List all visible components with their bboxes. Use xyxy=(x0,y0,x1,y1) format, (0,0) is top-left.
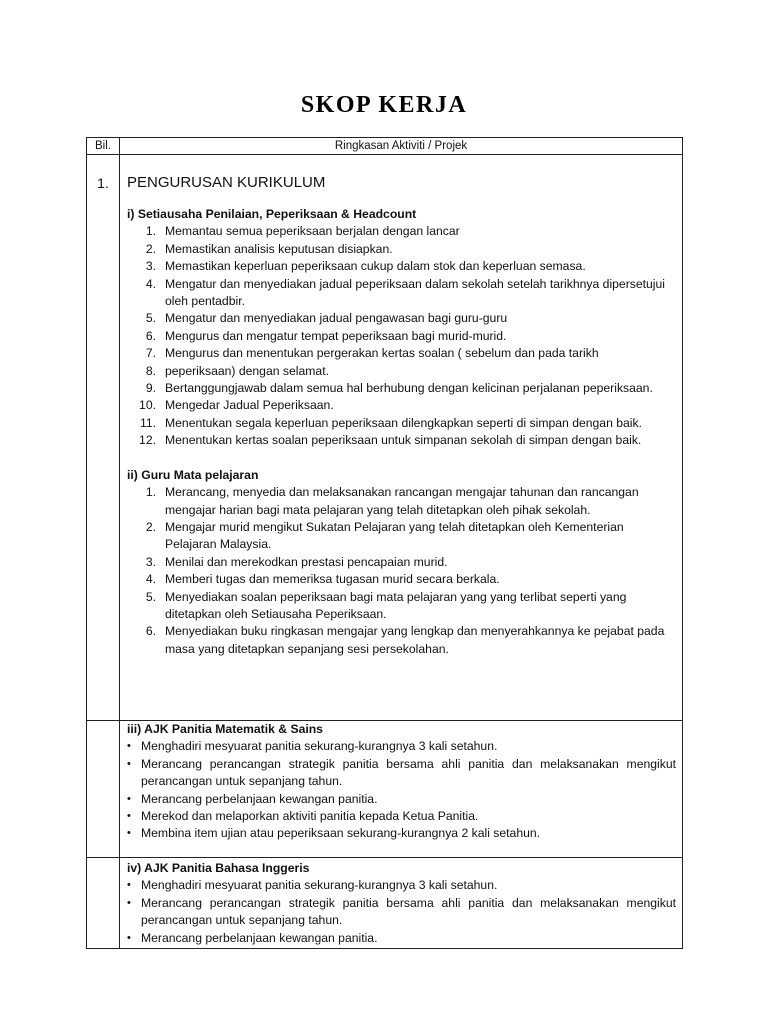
item-number: 5. xyxy=(145,589,156,604)
item-number: 3. xyxy=(145,554,156,569)
bullet-icon: • xyxy=(127,792,131,805)
item-text: Merancang perbelanjaan kewangan panitia. xyxy=(141,791,378,806)
list-item xyxy=(127,345,676,362)
list-item xyxy=(127,363,676,380)
list-item xyxy=(127,895,676,930)
bullet-icon: • xyxy=(127,896,131,909)
item-text: Menentukan kertas soalan peperiksaan untuk simpanan sekolah di simpan dengan baik. xyxy=(165,433,642,448)
bullet-icon: • xyxy=(127,879,131,892)
section-title: PENGURUSAN KURIKULUM xyxy=(127,174,326,191)
bullet-list xyxy=(127,877,676,947)
list-item xyxy=(127,623,676,658)
task-list xyxy=(127,223,676,449)
list-item xyxy=(127,310,676,327)
bullet-icon: • xyxy=(127,757,131,770)
item-text: Merancang perbelanjaan kewangan panitia. xyxy=(141,930,378,945)
table-row xyxy=(87,721,683,858)
item-number: 5. xyxy=(145,311,156,326)
list-item xyxy=(127,877,676,894)
item-text: Mengurus dan menentukan pergerakan kertas soalan ( sebelum dan pada tarikh xyxy=(165,346,599,361)
item-number: 2. xyxy=(145,241,156,256)
item-number: 4. xyxy=(145,276,156,291)
item-text: Merancang perancangan strategik panitia bersama ahli panitia dan melaksanakan mengikut perancangan untuk sepanjang tahun. xyxy=(141,895,676,928)
list-item xyxy=(127,258,676,275)
scope-table xyxy=(86,137,683,949)
list-item xyxy=(127,415,676,432)
item-number: 8. xyxy=(145,363,156,378)
item-number: 3. xyxy=(145,259,156,274)
bullet-icon: • xyxy=(127,931,131,944)
list-item xyxy=(127,241,676,258)
list-item xyxy=(127,825,676,842)
subsection-heading: iv) AJK Panitia Bahasa Inggeris xyxy=(127,861,310,875)
list-item xyxy=(127,791,676,808)
list-item xyxy=(127,328,676,345)
bullet-icon: • xyxy=(127,810,131,823)
item-number: 2. xyxy=(145,519,156,534)
item-text: Bertanggungjawab dalam semua hal berhubung dengan kelicinan perjalanan peperiksaan. xyxy=(165,381,653,396)
header-activity: Ringkasan Aktiviti / Projek xyxy=(120,138,683,155)
activity-cell xyxy=(120,155,683,721)
list-item xyxy=(127,808,676,825)
row-number: 1. xyxy=(87,155,120,721)
item-number: 11. xyxy=(139,415,156,430)
bullet-icon: • xyxy=(127,740,131,753)
subsection-heading: i) Setiausaha Penilaian, Peperiksaan & Headcount xyxy=(127,207,417,221)
list-item xyxy=(127,519,676,554)
item-text: Merancang perancangan strategik panitia bersama ahli panitia dan melaksanakan mengikut perancangan untuk sepanjang tahun. xyxy=(141,756,676,789)
list-item xyxy=(127,756,676,791)
list-item xyxy=(127,397,676,414)
item-text: Menghadiri mesyuarat panitia sekurang-kurangnya 3 kali setahun. xyxy=(141,878,498,893)
bullet-list xyxy=(127,738,676,842)
item-number: 7. xyxy=(145,346,156,361)
item-text: Mengedar Jadual Peperiksaan. xyxy=(165,398,334,413)
item-number: 6. xyxy=(145,624,156,639)
list-item xyxy=(127,571,676,588)
item-number: 12. xyxy=(139,433,156,448)
list-item xyxy=(127,380,676,397)
item-text: Merekod dan melaporkan aktiviti panitia kepada Ketua Panitia. xyxy=(141,809,479,824)
item-number: 1. xyxy=(145,224,156,239)
subsection-heading: ii) Guru Mata pelajaran xyxy=(127,467,259,482)
list-item xyxy=(127,484,676,519)
item-number: 4. xyxy=(145,572,156,587)
table-row xyxy=(87,858,683,949)
header-bil: Bil. xyxy=(87,138,120,155)
item-number: 1. xyxy=(145,485,156,500)
item-text: Menentukan segala keperluan peperiksaan dilengkapkan seperti di simpan dengan baik. xyxy=(165,415,642,430)
item-text: Mengatur dan menyediakan jadual pengawasan bagi guru-guru xyxy=(165,311,508,326)
item-text: Memastikan analisis keputusan disiapkan. xyxy=(165,241,393,256)
item-text: Memastikan keperluan peperiksaan cukup dalam stok dan keperluan semasa. xyxy=(165,259,586,274)
table-row xyxy=(87,155,683,721)
item-number: 9. xyxy=(145,381,156,396)
subsection-heading: iii) AJK Panitia Matematik & Sains xyxy=(127,722,323,736)
list-item xyxy=(127,432,676,449)
item-text: Membina item ujian atau peperiksaan sekurang-kurangnya 2 kali setahun. xyxy=(141,826,541,841)
bullet-icon: • xyxy=(127,827,131,840)
activity-cell xyxy=(120,721,683,858)
item-text: Menyediakan buku ringkasan mengajar yang lengkap dan menyerahkannya ke pejabat pada masa yang ditetapkan sepanjang sesi persekolahan. xyxy=(165,624,665,656)
list-item xyxy=(127,930,676,947)
activity-cell xyxy=(120,858,683,949)
list-item xyxy=(127,554,676,571)
item-text: peperiksaan) dengan selamat. xyxy=(165,363,329,378)
item-number: 10. xyxy=(139,398,156,413)
list-item xyxy=(127,589,676,624)
empty-number-cell xyxy=(87,858,120,949)
item-text: Memberi tugas dan memeriksa tugasan murid secara berkala. xyxy=(165,572,500,587)
item-text: Merancang, menyedia dan melaksanakan rancangan mengajar tahunan dan rancangan mengajar harian bagi mata pelajaran yang telah ditetapkan oleh pihak sekolah. xyxy=(165,485,639,517)
task-list xyxy=(127,484,676,658)
item-text: Mengurus dan mengatur tempat peperiksaan bagi murid-murid. xyxy=(165,328,507,343)
list-item xyxy=(127,276,676,311)
item-text: Mengajar murid mengikut Sukatan Pelajaran yang telah ditetapkan oleh Kementerian Pelajaran Malaysia. xyxy=(165,519,624,552)
item-text: Mengatur dan menyediakan jadual peperiksaan dalam sekolah setelah tarikhnya dipersetujui oleh pentadbir. xyxy=(165,276,666,309)
item-text: Menyediakan soalan peperiksaan bagi mata pelajaran yang yang terlibat seperti yang ditetapkan oleh Setiausaha Peperiksaan. xyxy=(165,589,627,621)
page-title: SKOP KERJA xyxy=(300,92,468,118)
list-item xyxy=(127,738,676,755)
list-item xyxy=(127,223,676,240)
item-text: Menilai dan merekodkan prestasi pencapaian murid. xyxy=(165,554,448,569)
item-text: Menghadiri mesyuarat panitia sekurang-kurangnya 3 kali setahun. xyxy=(141,739,498,754)
empty-number-cell xyxy=(87,721,120,858)
item-number: 6. xyxy=(145,328,156,343)
item-text: Memantau semua peperiksaan berjalan dengan lancar xyxy=(165,224,460,239)
table-header-row xyxy=(87,138,683,155)
